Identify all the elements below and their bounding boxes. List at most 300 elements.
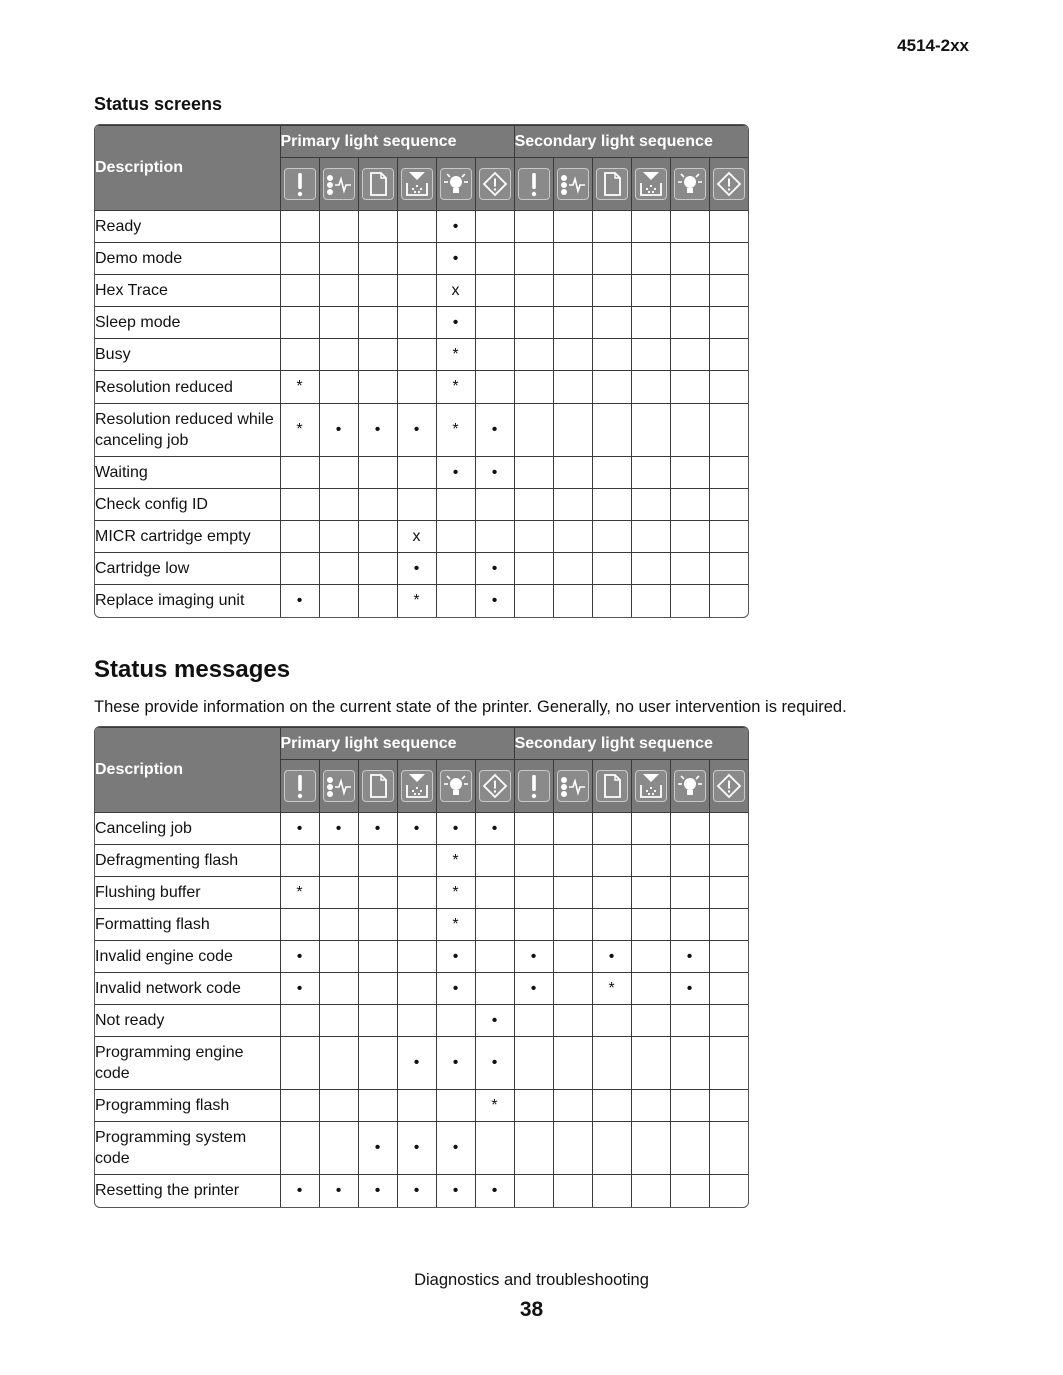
light-state-cell [553,1122,592,1175]
icon-column-header [631,158,670,211]
light-state-cell [709,845,748,877]
table-row [95,1037,748,1090]
light-state-cell [475,845,514,877]
table-row [95,371,748,404]
light-state-cell: * [436,404,475,457]
light-state-cell [553,877,592,909]
light-state-cell [553,339,592,371]
light-state-cell [514,521,553,553]
light-state-cell [631,457,670,489]
light-state-cell: • [592,941,631,973]
light-state-cell [553,585,592,617]
row-description: Defragmenting flash [95,845,280,877]
light-state-cell [280,553,319,585]
light-state-cell: • [475,1037,514,1090]
light-state-cell [475,909,514,941]
light-state-cell [709,339,748,371]
light-state-cell [592,877,631,909]
light-state-cell [592,404,631,457]
table-row [95,877,748,909]
light-state-cell [631,941,670,973]
light-state-cell [631,813,670,845]
light-state-cell [553,973,592,1005]
light-state-cell [709,877,748,909]
error-icon [518,770,550,802]
light-state-cell [631,275,670,307]
light-state-cell [709,909,748,941]
light-state-cell: • [475,1175,514,1207]
light-state-cell: • [475,553,514,585]
light-state-cell [709,585,748,617]
light-state-cell [475,307,514,339]
light-state-cell [397,243,436,275]
light-state-cell [709,973,748,1005]
supplies-status-icon [323,168,355,200]
light-state-cell: • [436,307,475,339]
light-state-cell [475,339,514,371]
light-state-cell [358,585,397,617]
light-state-cell [397,845,436,877]
light-state-cell: • [280,941,319,973]
light-state-cell [709,1037,748,1090]
light-state-cell [358,457,397,489]
light-state-cell [709,1175,748,1207]
light-state-cell: • [358,1122,397,1175]
light-state-cell [319,275,358,307]
light-state-cell: * [280,404,319,457]
light-state-cell [670,1090,709,1122]
icon-column-header [397,158,436,211]
row-description: Programming engine code [95,1037,280,1090]
icon-column-header [358,760,397,813]
status-messages-table [94,726,749,1208]
light-state-cell: • [319,813,358,845]
light-state-cell [280,489,319,521]
table-row [95,339,748,371]
light-state-cell [436,585,475,617]
light-state-cell [592,457,631,489]
light-state-cell [670,457,709,489]
light-state-cell [592,307,631,339]
light-state-cell [709,371,748,404]
light-state-cell: * [280,877,319,909]
light-state-cell [631,339,670,371]
light-state-cell [397,941,436,973]
table-row [95,553,748,585]
light-state-cell: • [319,1175,358,1207]
light-state-cell [319,211,358,243]
light-state-cell [709,1005,748,1037]
light-state-cell: * [280,371,319,404]
light-sequence-table [95,727,748,1207]
light-state-cell [358,845,397,877]
paper-icon [596,770,628,802]
light-state-cell [631,521,670,553]
status-screens-heading: Status screens [94,94,223,114]
icon-column-header [592,760,631,813]
light-state-cell: • [475,813,514,845]
light-state-cell [631,553,670,585]
light-state-cell [709,243,748,275]
table-row [95,1090,748,1122]
icon-column-header [280,760,319,813]
light-state-cell [319,371,358,404]
light-state-cell [358,553,397,585]
error-icon [284,770,316,802]
light-state-cell [709,813,748,845]
light-state-cell [397,1005,436,1037]
light-state-cell [475,877,514,909]
light-state-cell [631,211,670,243]
light-state-cell [631,845,670,877]
icon-column-header [397,760,436,813]
icon-column-header [319,760,358,813]
light-state-cell [319,941,358,973]
light-state-cell [592,1122,631,1175]
light-state-cell [358,877,397,909]
light-state-cell [553,909,592,941]
icon-column-header [319,158,358,211]
table-row [95,941,748,973]
light-state-cell [553,521,592,553]
icon-column-header [670,760,709,813]
light-state-cell [709,941,748,973]
light-state-cell [358,521,397,553]
light-state-cell [514,371,553,404]
cancel-icon [713,770,745,802]
light-state-cell [319,307,358,339]
table-row [95,489,748,521]
icon-column-header [514,158,553,211]
paper-icon [362,770,394,802]
light-state-cell: • [358,1175,397,1207]
light-state-cell [319,1122,358,1175]
light-state-cell: • [397,1175,436,1207]
light-state-cell [358,973,397,1005]
light-state-cell [709,553,748,585]
light-state-cell: • [475,404,514,457]
light-state-cell [280,909,319,941]
light-state-cell: * [475,1090,514,1122]
light-state-cell [358,339,397,371]
light-state-cell [631,404,670,457]
row-description: Flushing buffer [95,877,280,909]
light-state-cell: • [514,941,553,973]
light-state-cell [631,243,670,275]
light-state-cell [553,404,592,457]
light-state-cell [631,1005,670,1037]
paper-icon [362,168,394,200]
light-state-cell [280,275,319,307]
light-state-cell [514,845,553,877]
light-state-cell [670,845,709,877]
light-state-cell: x [436,275,475,307]
light-state-cell [709,404,748,457]
table-row [95,243,748,275]
light-state-cell [358,1090,397,1122]
light-state-cell [592,553,631,585]
icon-column-header [514,760,553,813]
light-state-cell [553,1005,592,1037]
light-state-cell [592,489,631,521]
light-state-cell [475,371,514,404]
light-state-cell [319,585,358,617]
light-state-cell [514,585,553,617]
light-state-cell [670,211,709,243]
icon-column-header [553,760,592,813]
light-state-cell [553,1090,592,1122]
row-description: MICR cartridge empty [95,521,280,553]
light-state-cell: • [397,1122,436,1175]
light-state-cell [592,813,631,845]
light-state-cell [670,909,709,941]
light-state-cell [592,1005,631,1037]
status-screens-table [94,124,749,618]
table-row [95,404,748,457]
light-state-cell [631,1090,670,1122]
light-state-cell [475,521,514,553]
secondary-light-sequence-header: Secondary light sequence [514,126,748,158]
row-description: Waiting [95,457,280,489]
light-state-cell [514,489,553,521]
light-state-cell: • [475,457,514,489]
light-state-cell [397,457,436,489]
light-state-cell [553,457,592,489]
light-state-cell [514,1090,553,1122]
light-state-cell [670,585,709,617]
light-state-cell: • [358,813,397,845]
cancel-icon [479,770,511,802]
icon-column-header [436,158,475,211]
icon-column-header [475,158,514,211]
light-state-cell: • [436,941,475,973]
light-state-cell [514,211,553,243]
icon-column-header [631,760,670,813]
error-icon [284,168,316,200]
supplies-status-icon [557,770,589,802]
light-state-cell [592,585,631,617]
icon-column-header [709,760,748,813]
light-state-cell [553,941,592,973]
light-state-cell [631,909,670,941]
light-state-cell: * [592,973,631,1005]
light-state-cell [358,1037,397,1090]
light-state-cell [319,909,358,941]
light-state-cell [319,489,358,521]
light-state-cell [280,1037,319,1090]
light-state-cell [358,941,397,973]
row-description: Canceling job [95,813,280,845]
light-state-cell [709,1122,748,1175]
table-row [95,457,748,489]
light-state-cell [553,211,592,243]
light-state-cell: • [319,404,358,457]
light-state-cell [514,457,553,489]
light-state-cell [319,877,358,909]
light-state-cell [592,371,631,404]
light-state-cell [514,1175,553,1207]
light-state-cell [358,909,397,941]
light-state-cell [514,813,553,845]
light-state-cell [397,339,436,371]
light-state-cell [709,275,748,307]
row-description: Resolution reduced while canceling job [95,404,280,457]
toner-icon [401,168,433,200]
light-state-cell: • [436,1175,475,1207]
light-state-cell [280,1090,319,1122]
icon-column-header [709,158,748,211]
table-row [95,1175,748,1207]
light-state-cell [631,1175,670,1207]
ready-light-icon [440,168,472,200]
light-state-cell [358,275,397,307]
light-state-cell [397,973,436,1005]
light-state-cell [319,521,358,553]
table-row [95,521,748,553]
light-state-cell [514,909,553,941]
table-row [95,1005,748,1037]
light-state-cell: • [475,585,514,617]
light-state-cell [592,845,631,877]
light-state-cell: • [436,1122,475,1175]
footer-section-title: Diagnostics and troubleshooting [414,1271,649,1289]
table-row [95,585,748,617]
light-state-cell [592,339,631,371]
light-state-cell: * [397,585,436,617]
light-state-cell [514,243,553,275]
light-state-cell [553,813,592,845]
light-state-cell [280,211,319,243]
light-state-cell [670,1122,709,1175]
light-state-cell: • [514,973,553,1005]
row-description: Resolution reduced [95,371,280,404]
light-state-cell [397,371,436,404]
light-state-cell: * [436,909,475,941]
light-state-cell [631,973,670,1005]
light-state-cell [514,275,553,307]
light-state-cell [319,845,358,877]
row-description: Programming flash [95,1090,280,1122]
light-state-cell [280,457,319,489]
icon-column-header [670,158,709,211]
light-state-cell [475,973,514,1005]
light-state-cell [397,489,436,521]
icon-column-header [280,158,319,211]
primary-light-sequence-header: Primary light sequence [280,728,514,760]
light-state-cell [553,845,592,877]
light-state-cell: • [397,404,436,457]
row-description: Replace imaging unit [95,585,280,617]
light-state-cell [631,1122,670,1175]
light-state-cell [670,243,709,275]
light-state-cell: • [670,941,709,973]
status-messages-heading: Status messages [94,656,291,683]
light-state-cell [397,877,436,909]
light-state-cell [319,1090,358,1122]
icon-column-header [592,158,631,211]
document-model-id: 4514-2xx [897,36,969,55]
light-state-cell [358,243,397,275]
light-state-cell [553,1175,592,1207]
light-state-cell [514,1122,553,1175]
row-description: Resetting the printer [95,1175,280,1207]
row-description: Hex Trace [95,275,280,307]
row-description: Invalid engine code [95,941,280,973]
light-state-cell [670,275,709,307]
light-state-cell [319,243,358,275]
light-state-cell [709,211,748,243]
light-state-cell: x [397,521,436,553]
light-state-cell [553,553,592,585]
page-number: 38 [519,1298,544,1321]
icon-column-header [436,760,475,813]
light-state-cell: • [280,1175,319,1207]
light-state-cell: * [436,339,475,371]
light-state-cell [553,243,592,275]
light-state-cell [514,1005,553,1037]
light-state-cell [436,553,475,585]
table-row [95,211,748,243]
light-state-cell [592,1175,631,1207]
light-state-cell [475,941,514,973]
light-state-cell [358,371,397,404]
light-state-cell [436,1005,475,1037]
light-state-cell [475,243,514,275]
light-state-cell [319,1037,358,1090]
light-state-cell [358,307,397,339]
light-state-cell [319,457,358,489]
row-description: Demo mode [95,243,280,275]
icon-column-header [553,158,592,211]
row-description: Programming system code [95,1122,280,1175]
ready-light-icon [440,770,472,802]
light-state-cell [592,909,631,941]
light-state-cell [592,1037,631,1090]
light-state-cell [631,371,670,404]
light-state-cell [514,404,553,457]
light-state-cell [631,489,670,521]
table-row [95,307,748,339]
light-state-cell [553,1037,592,1090]
light-state-cell [709,307,748,339]
light-state-cell: * [436,877,475,909]
description-column-header: Description [95,126,280,211]
light-state-cell [514,339,553,371]
light-state-cell [553,371,592,404]
light-state-cell [358,489,397,521]
light-state-cell [670,1005,709,1037]
light-state-cell [280,339,319,371]
table-row [95,909,748,941]
light-state-cell [475,211,514,243]
light-state-cell [709,521,748,553]
light-state-cell [670,307,709,339]
table-row [95,845,748,877]
light-state-cell: * [436,371,475,404]
light-state-cell [514,307,553,339]
light-state-cell [553,307,592,339]
light-state-cell: • [436,1037,475,1090]
light-state-cell [358,1005,397,1037]
light-state-cell [397,307,436,339]
cancel-icon [713,168,745,200]
light-state-cell [592,521,631,553]
light-sequence-table [95,125,748,617]
light-state-cell [514,877,553,909]
light-state-cell [280,243,319,275]
paper-icon [596,168,628,200]
light-state-cell [670,339,709,371]
